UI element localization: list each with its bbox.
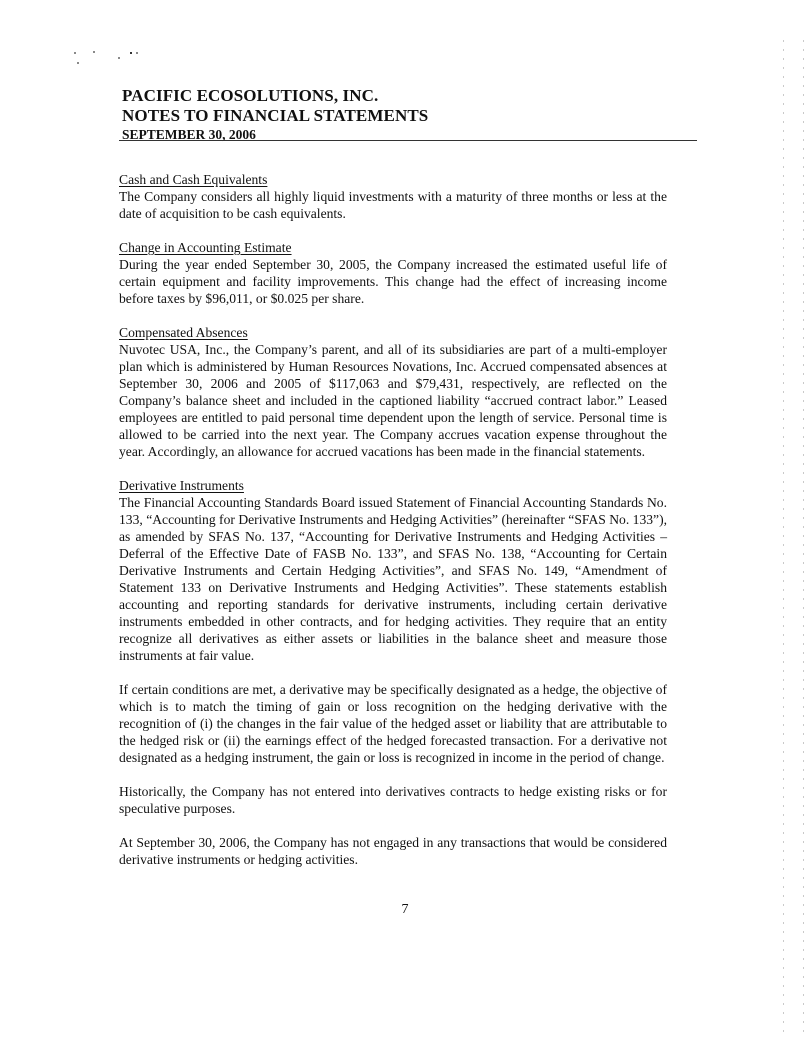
scan-speck [136,52,138,54]
scan-speck [130,52,132,54]
section-paragraph: Nuvotec USA, Inc., the Company’s parent, and all of its subsidiaries are part of a multi-employer plan which is administered by Human Resources Novations, Inc. Accrued compensated absences at September 30, 2006 and 2005 of $117,063 and $79,431, respectively, are reflected on the Company’s balance sheet and included in the captioned liability “accrued contract labor.” Leased employees are entitled to paid personal time dependent upon the length of service. Personal time is allowed to be carried into the next year. The Company accrues vacation expense throughout the year. Accordingly, an allowance for accrued vacations has been made in the financial statements. [119,342,667,459]
section-heading: Compensated Absences [119,325,248,340]
section-change-in-estimate [119,239,667,307]
section-paragraph: At September 30, 2006, the Company has not engaged in any transactions that would be considered derivative instruments or hedging activities. [119,835,667,867]
section-cash-equivalents [119,171,667,222]
company-name: PACIFIC ECOSOLUTIONS, INC. [122,86,379,105]
section-paragraph: If certain conditions are met, a derivative may be specifically designated as a hedge, the objective of which is to match the timing of gain or loss recognition on the hedging derivative with the recognition of (i) the changes in the fair value of the hedged asset or liability that are attributable to the hedged risk or (ii) the earnings effect of the hedged forecasted transaction. For a derivative not designated as a hedging instrument, the gain or loss is recognized in income in the period of change. [119,682,667,765]
page-number: 7 [401,902,409,917]
scan-speck [93,51,95,53]
scan-speck [77,62,79,64]
scan-edge-left [783,40,784,1033]
scan-edge-right [803,40,804,1033]
section-derivative-instruments [119,477,667,868]
notes-body [119,171,667,868]
section-paragraph: Historically, the Company has not entered into derivatives contracts to hedge existing risks or for speculative purposes. [119,784,667,816]
document-header [122,86,696,143]
section-heading: Cash and Cash Equivalents [119,172,268,187]
header-divider [119,140,697,141]
scan-speck [118,57,120,59]
section-compensated-absences [119,324,667,460]
section-paragraph: The Company considers all highly liquid investments with a maturity of three months or less at the date of acquisition to be cash equivalents. [119,189,667,221]
document-title: NOTES TO FINANCIAL STATEMENTS [122,106,429,125]
section-heading: Derivative Instruments [119,478,244,493]
scan-speck [74,52,76,54]
section-heading: Change in Accounting Estimate [119,240,292,255]
section-paragraph: The Financial Accounting Standards Board issued Statement of Financial Accounting Standards No. 133, “Accounting for Derivative Instruments and Hedging Activities” (hereinafter “SFAS No. 133”), as amended by SFAS No. 137, “Accounting for Derivative Instruments and Hedging Activities – Deferral of the Effective Date of FASB No. 133”, and SFAS No. 138, “Accounting for Certain Derivative Instruments and Certain Hedging Activities”, and SFAS No. 149, “Amendment of Statement 133 on Derivative Instruments and Hedging Activities”. These statements establish accounting and reporting standards for derivative instruments, including certain derivative instruments embedded in other contracts, and for hedging activities. They require that an entity recognize all derivatives as either assets or liabilities in the balance sheet and measure those instruments at fair value. [119,495,667,663]
statement-date: SEPTEMBER 30, 2006 [122,127,256,142]
section-paragraph: During the year ended September 30, 2005, the Company increased the estimated useful life of certain equipment and facility improvements. This change had the effect of increasing income before taxes by $96,011, or $0.025 per share. [119,257,667,306]
